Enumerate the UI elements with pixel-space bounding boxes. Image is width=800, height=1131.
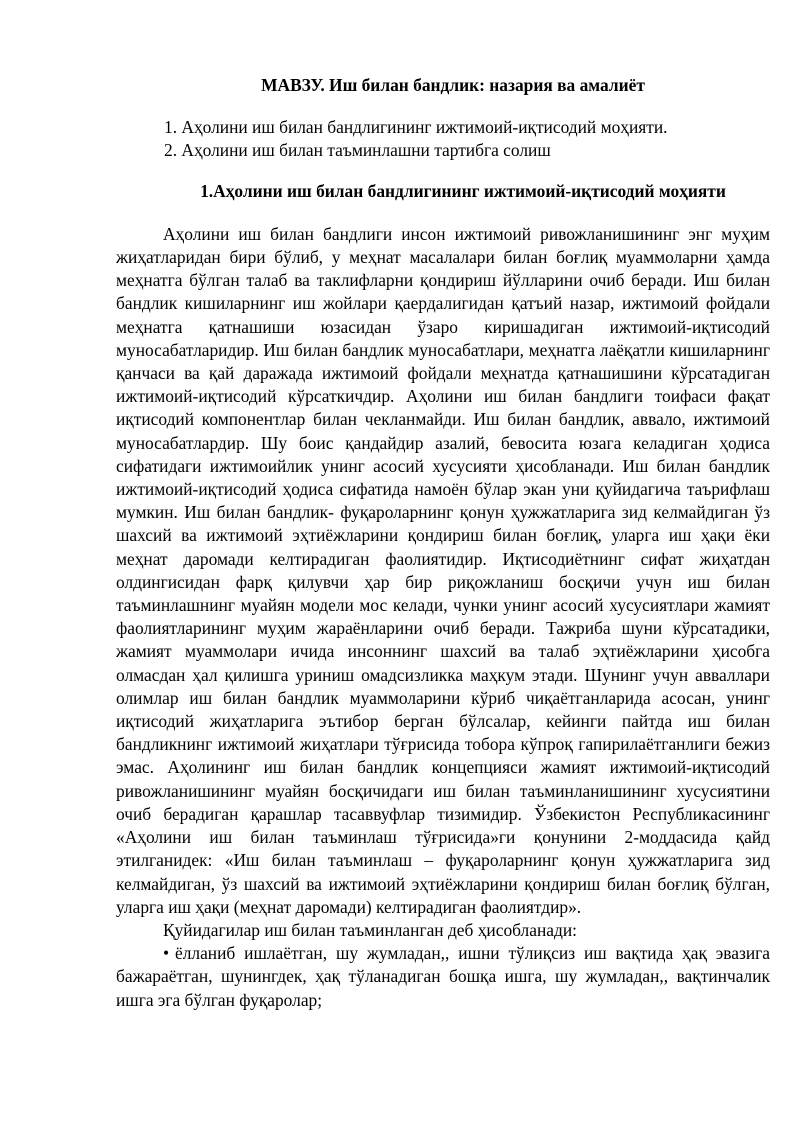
section-heading: 1.Аҳолини иш билан бандлигининг ижтимоий-иқтисодий моҳияти [200, 180, 726, 201]
bullet-item-text: ёлланиб ишлаётган, шу жумладан,, ишни тўлиқсиз иш вақтида ҳақ эвазига бажараётган, шунингдек, ҳақ тўланадиган бошқа ишга, шу жумладан,, вақтинчалик ишга эга бўлган фуқаролар; [116, 943, 770, 1010]
body-paragraph: Аҳолини иш билан бандлиги инсон ижтимоий ривожланишининг энг муҳим жиҳатларидан бири бўлиб, у меҳнат масалалари билан боғлиқ муаммоларни ҳамда меҳнатга бўлган талаб ва таклифларни қондириш йўлларини очиб беради. Иш билан бандлик кишиларнинг иш жойлари қаердалигидан қатъий назар, ижтимоий фойдали меҳнатга қатнашиши юзасидан ўзаро киришадиган ижтимоий-иқтисодий муносабатларидир. Иш билан бандлик муносабатлари, меҳнатга лаёқатли кишиларнинг қанчаси ва қай даражада ижтимоий фойдали меҳнатда қатнашишини кўрсатадиган ижтимоий-иқтисодий кўрсаткичдир. Аҳолини иш билан бандлиги тоифаси фақат иқтисодий компонентлар билан чекланмайди. Иш билан бандлик, аввало, ижтимоий муносабатлардир. Шу боис қандайдир азалий, бевосита юзага келадиган ҳодиса сифатидаги ижтимоийлик унинг асосий хусусияти ҳисобланади. Иш билан бандлик ижтимоий-иқтисодий ҳодиса сифатида намоён бўлар экан уни қуйидагича таърифлаш мумкин. Иш билан бандлик- фуқароларнинг қонун ҳужжатларига зид келмайдиган ўз шахсий ва ижтимоий эҳтиёжларини қондириш билан боғлиқ, уларга иш ҳақи ёки меҳнат даромади келтирадиган фаолиятидир. Иқтисодиётнинг сифат жиҳатдан олдингисидан фарқ қилувчи ҳар бир риқожланиш босқичи учун иш билан таъминлашнинг муайян модели мос келади, чунки унинг асосий хусусиятлари жамият фаолиятларининг муҳим жараёнларини очиб беради. Тажриба шуни кўрсатадики, жамият муаммолари ичида инсоннинг шахсий ва талаб эҳтиёжларини ҳисобга олмасдан ҳал қилишга уриниш омадсизликка маҳкум этади. Шунинг учун авваллари олимлар иш билан бандлик муаммоларини кўриб чиқаётганларида асосан, унинг иқтисодий жиҳатларига эътибор берган бўлсалар, кейинги пайтда иш билан бандликнинг ижтимоий жиҳатлари тўғрисида тобора кўпроқ гапирилаётганлиги бежиз эмас. Аҳолининг иш билан бандлик концепцияси жамият ижтимоий-иқтисодий ривожланишининг муайян босқичидаги иш билан таъминланишининг хусусиятини очиб берадиган қарашлар тасаввуфлар тизимидир. Ўзбекистон Республикасининг «Аҳолини иш билан таъминлаш тўғрисида»ги қонунини 2-моддасида қайд этилганидек: «Иш билан таъминлаш – фуқароларнинг қонун ҳужжатларига зид келмайдиган, ўз шахсий ва ижтимоий эҳтиёжларини қондириш билан боғлиқ бўлган, уларга иш ҳақи (меҳнат даромади) келтирадиган фаолиятдир». [116, 223, 770, 917]
table-of-contents [164, 116, 770, 162]
toc-item-2: 2. Аҳолини иш билан таъминлашни тартибга солиш [164, 140, 551, 161]
toc-item-1: 1. Аҳолини иш билан бандлигининг ижтимоий-иқтисодий моҳияти. [164, 117, 668, 138]
bullet-item [116, 942, 770, 1012]
page-title: МАВЗУ. Иш билан бандлик: назария ва амалиёт [261, 75, 645, 95]
list-lead-line: Қуйидагилар иш билан таъминланган деб ҳисобланади: [163, 919, 577, 940]
bullet-icon: • [163, 943, 170, 964]
document-page [116, 74, 770, 1012]
